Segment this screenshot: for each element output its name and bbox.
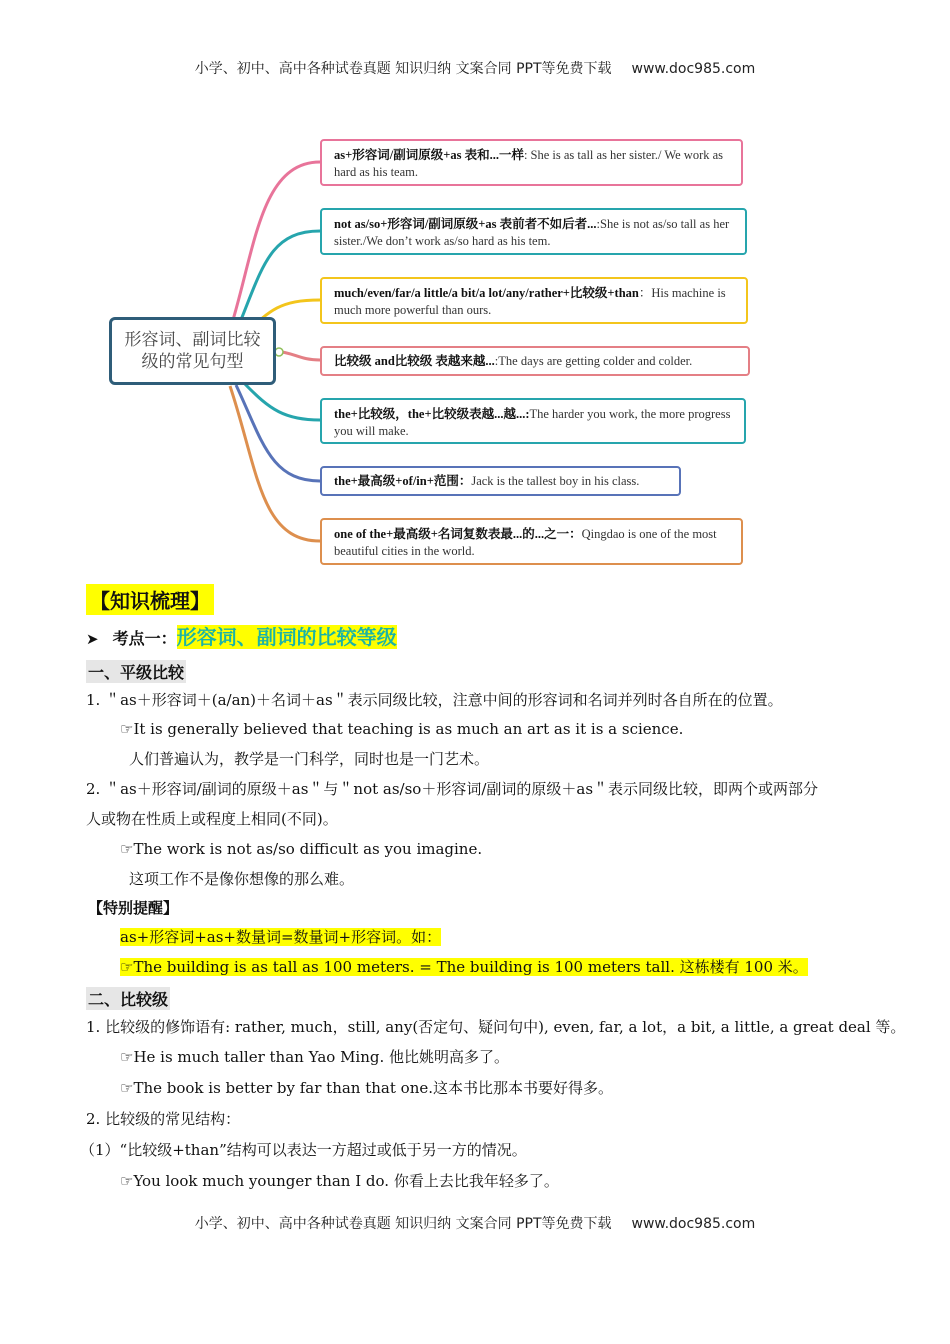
branch-4-bold: 比较级 and比较级 表越来越... [334,354,495,368]
section-2-title: 二、比较级 [86,987,170,1010]
sec2-example-2: ☞The book is better by far than that one.这本书比那本书要好得多。 [120,1079,613,1097]
branch-6-bold: the+最高级+of/in+范围： [334,474,472,488]
sec2-point-3: （1）“比较级+than”结构可以表达一方超过或低于另一方的情况。 [80,1141,527,1159]
sec1-translation-2: 这项工作不是像你想像的那么难。 [129,870,355,888]
note-line-2-text: ☞The building is as tall as 100 meters. = The building is 100 meters tall. 这栋楼有 100 米。 [120,958,808,976]
branch-1-bold: as+形容词/副词原级+as 表和...一样 [334,148,524,162]
connector-6 [236,385,320,481]
sec2-example-3: ☞You look much younger than I do. 你看上去比我年轻多了。 [120,1172,559,1190]
sec1-example-1: ☞It is generally believed that teaching is as much an art as it is a science. [120,720,684,738]
note-title: 【特别提醒】 [88,899,179,917]
mindmap-branch-5 [320,398,746,444]
footer-site: www.doc985.com [631,1216,756,1232]
branch-2-text: :She is not as/so tall as her sister./We don’t work as/so hard as his tem. [334,217,730,248]
sec1-example-2: ☞The work is not as/so difficult as you imagine. [120,840,483,858]
arrow-icon: ➤ [86,630,99,648]
sec2-example-1: ☞He is much taller than Yao Ming. 他比姚明高多了。 [120,1048,510,1066]
mindmap-branch-4 [320,346,750,376]
kaodian-title: 形容词、副词的比较等级 [176,625,397,649]
note-line-1-text: as+形容词+as+数量词=数量词+形容词。如： [120,928,442,946]
sec1-translation-1: 人们普遍认为，教学是一门科学，同时也是一门艺术。 [129,750,490,768]
page-footer [0,1213,950,1233]
branch-3-bold: much/even/far/a little/a bit/a lot/any/rather+比较级+than [334,286,639,300]
kaodian-heading [86,621,397,650]
branch-1-text: : She is as tall as her sister./ We work as hard as his team. [334,148,724,179]
header-text: 小学、初中、高中各种试卷真题 知识归纳 文案合同 PPT等免费下载 [194,61,612,77]
sec2-point-2: 2. 比较级的常见结构： [86,1110,241,1128]
branch-5-text: The harder you work, the more progress you will make. [334,407,731,438]
sec1-point-2b: 人或物在性质上或程度上相同(不同)。 [86,810,338,828]
knowledge-heading: 【知识梳理】 [86,584,214,615]
connector-5 [244,383,320,420]
mindmap-center: 形容词、副词比较级的常见句型 [109,317,276,385]
connector-1 [230,162,320,330]
footer-text: 小学、初中、高中各种试卷真题 知识归纳 文案合同 PPT等免费下载 [194,1216,612,1232]
branch-7-bold: one of the+最高级+名词复数表最...的...之一： [334,527,582,541]
header-site: www.doc985.com [631,61,756,77]
sec1-point-1: 1. ＂as＋形容词＋(a/an)＋名词＋as＂表示同级比较，注意中间的形容词和名词并列时各自所在的位置。 [86,691,783,709]
note-line-2 [120,957,808,977]
branch-2-bold: not as/so+形容词/副词原级+as 表前者不如后者... [334,217,597,231]
branch-7-text: Qingdao is one of the most beautiful cities in the world. [334,527,717,558]
branch-3-text: ：His machine is much more powerful than ours. [334,286,726,317]
branch-6-text: Jack is the tallest boy in his class. [471,474,640,488]
mindmap-branch-7 [320,518,743,565]
branch-5-bold: the+比较级，the+比较级表越...越...: [334,407,530,421]
branch-4-text: :The days are getting colder and colder. [494,354,693,368]
mindmap-branch-1 [320,139,743,186]
sec2-point-1: 1. 比较级的修饰语有: rather, much，still, any(否定句、疑问句中), even, far, a lot，a bit, a little, a great deal 等。 [86,1018,906,1036]
kaodian-label: 考点一： [112,629,177,648]
note-line-1 [120,927,441,947]
sec1-point-2a: 2. ＂as＋形容词/副词的原级＋as＂与＂not as/so＋形容词/副词的原级＋as＂表示同级比较，即两个或两部分 [86,780,819,798]
mindmap-branch-6 [320,466,681,496]
section-1-title: 一、平级比较 [86,660,186,683]
mindmap-branch-3 [320,277,748,324]
mindmap-branch-2 [320,208,747,255]
